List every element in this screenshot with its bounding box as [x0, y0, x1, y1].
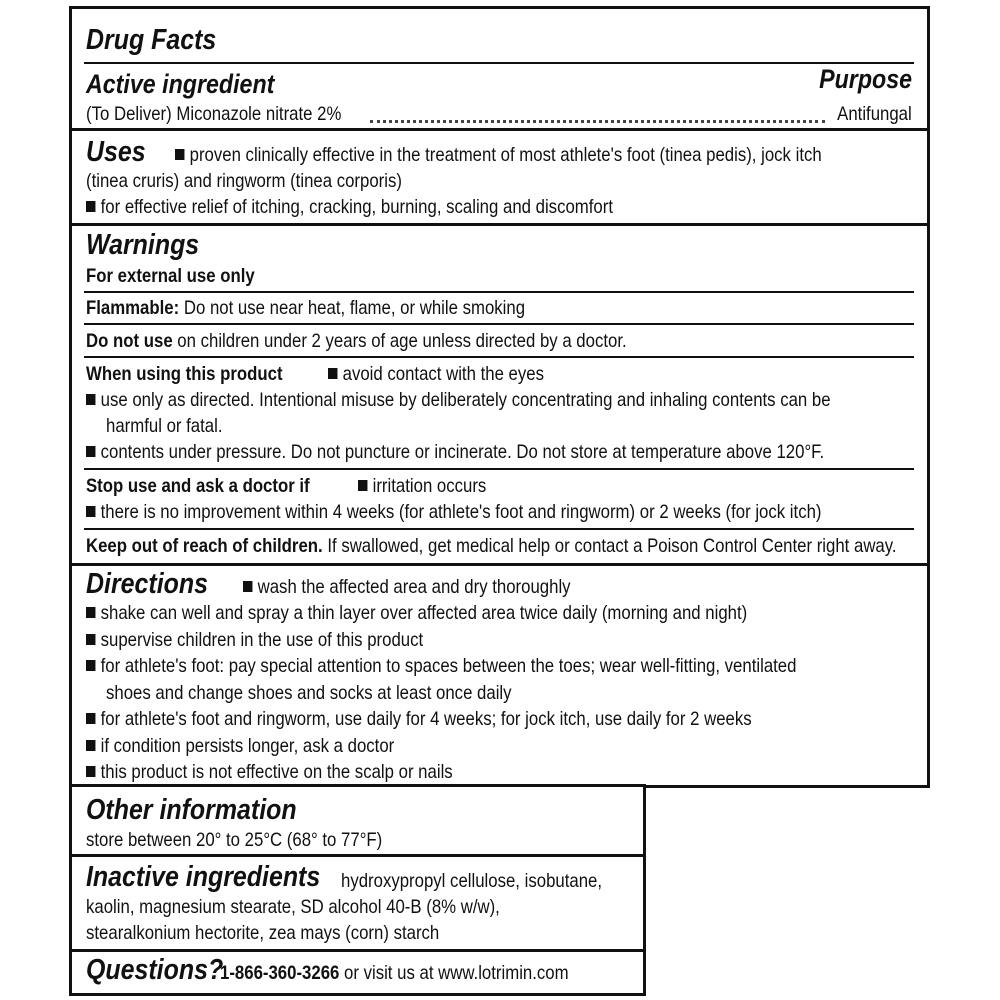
inactive-ingredients-line-3: stearalkonium hectorite, zea mays (corn) starch — [86, 922, 440, 944]
bullet-square-icon — [86, 766, 95, 777]
other-info-text: store between 20° to 25°C (68° to 77°F) — [86, 829, 383, 851]
uses-item-1-cont: (tinea cruris) and ringworm (tinea corporis) — [86, 170, 402, 192]
section-divider — [69, 854, 646, 857]
warnings-heading: Warnings — [86, 229, 200, 261]
warnings-divider — [84, 528, 914, 530]
other-info-heading: Other information — [86, 794, 297, 826]
uses-item-2: for effective relief of itching, cracking, burning, scaling and discomfort — [86, 196, 613, 218]
bullet-square-icon — [86, 740, 95, 751]
directions-item-7: this product is not effective on the scalp or nails — [86, 761, 453, 783]
directions-item-6: if condition persists longer, ask a doctor — [86, 735, 394, 757]
purpose-text: Antifungal — [837, 103, 912, 125]
directions-item-2: shake can well and spray a thin layer over affected area twice daily (morning and night) — [86, 602, 747, 624]
bullet-square-icon — [86, 713, 95, 724]
stop-use-label: Stop use and ask a doctor if — [86, 475, 310, 497]
inactive-ingredients-heading: Inactive ingredients — [86, 861, 321, 893]
when-using-label: When using this product — [86, 363, 283, 385]
keep-out-line: Keep out of reach of children. If swallowed, get medical help or contact a Poison Control Center right away. — [86, 535, 897, 557]
do-not-use-line: Do not use on children under 2 years of age unless directed by a doctor. — [86, 330, 627, 352]
when-using-item-3: contents under pressure. Do not puncture or incinerate. Do not store at temperature above 120°F. — [86, 441, 824, 463]
inactive-ingredients-line-2: kaolin, magnesium stearate, SD alcohol 40-B (8% w/w), — [86, 896, 500, 918]
external-use-text: For external use only — [86, 265, 255, 287]
directions-item-1: wash the affected area and dry thoroughly — [243, 576, 571, 598]
inactive-ingredients-line-1: hydroxypropyl cellulose, isobutane, — [341, 870, 603, 892]
bullet-square-icon — [243, 581, 252, 592]
bullet-square-icon — [86, 201, 95, 212]
questions-line: 1-866-360-3266 or visit us at www.lotrimin.com — [220, 962, 569, 984]
uses-item-1: proven clinically effective in the treatment of most athlete's foot (tinea pedis), jock itch — [175, 144, 822, 166]
directions-item-4: for athlete's foot: pay special attention to spaces between the toes; wear well-fitting, ventilated — [86, 655, 796, 677]
bullet-square-icon — [86, 446, 95, 457]
title-divider — [84, 62, 914, 64]
directions-item-5: for athlete's foot and ringworm, use daily for 4 weeks; for jock itch, use daily for 2 weeks — [86, 708, 752, 730]
warnings-divider — [84, 468, 914, 470]
bullet-square-icon — [86, 607, 95, 618]
bullet-square-icon — [86, 394, 95, 405]
section-divider — [69, 223, 930, 226]
directions-item-3: supervise children in the use of this product — [86, 629, 423, 651]
bullet-square-icon — [86, 660, 95, 671]
section-divider — [69, 949, 646, 952]
warnings-divider — [84, 323, 914, 325]
bullet-square-icon — [86, 634, 95, 645]
bullet-square-icon — [86, 506, 95, 517]
uses-heading: Uses — [86, 136, 146, 168]
questions-heading: Questions? — [86, 954, 224, 986]
leader-dots — [370, 117, 825, 123]
stop-use-item-2: there is no improvement within 4 weeks (for athlete's foot and ringworm) or 2 weeks (for jock itch) — [86, 501, 822, 523]
warnings-divider — [84, 291, 914, 293]
warnings-divider — [84, 356, 914, 358]
bullet-square-icon — [175, 149, 184, 160]
when-using-item-2-cont: harmful or fatal. — [106, 415, 223, 437]
section-divider — [69, 563, 930, 566]
flammable-line: Flammable: Do not use near heat, flame, or while smoking — [86, 297, 526, 319]
bullet-square-icon — [358, 480, 367, 491]
drug-facts-title: Drug Facts — [86, 24, 217, 56]
phone-number: 1-866-360-3266 — [220, 962, 340, 984]
purpose-heading: Purpose — [819, 64, 912, 94]
directions-item-4-cont: shoes and change shoes and socks at least once daily — [106, 682, 512, 704]
when-using-item-1: avoid contact with the eyes — [328, 363, 544, 385]
active-ingredient-heading: Active ingredient — [86, 69, 275, 99]
active-ingredient-text: (To Deliver) Miconazole nitrate 2% — [86, 103, 342, 125]
stop-use-item-1: irritation occurs — [358, 475, 486, 497]
directions-heading: Directions — [86, 568, 208, 600]
section-divider — [69, 128, 930, 131]
when-using-item-2: use only as directed. Intentional misuse by deliberately concentrating and inhaling contents can be — [86, 389, 831, 411]
bullet-square-icon — [328, 368, 337, 379]
